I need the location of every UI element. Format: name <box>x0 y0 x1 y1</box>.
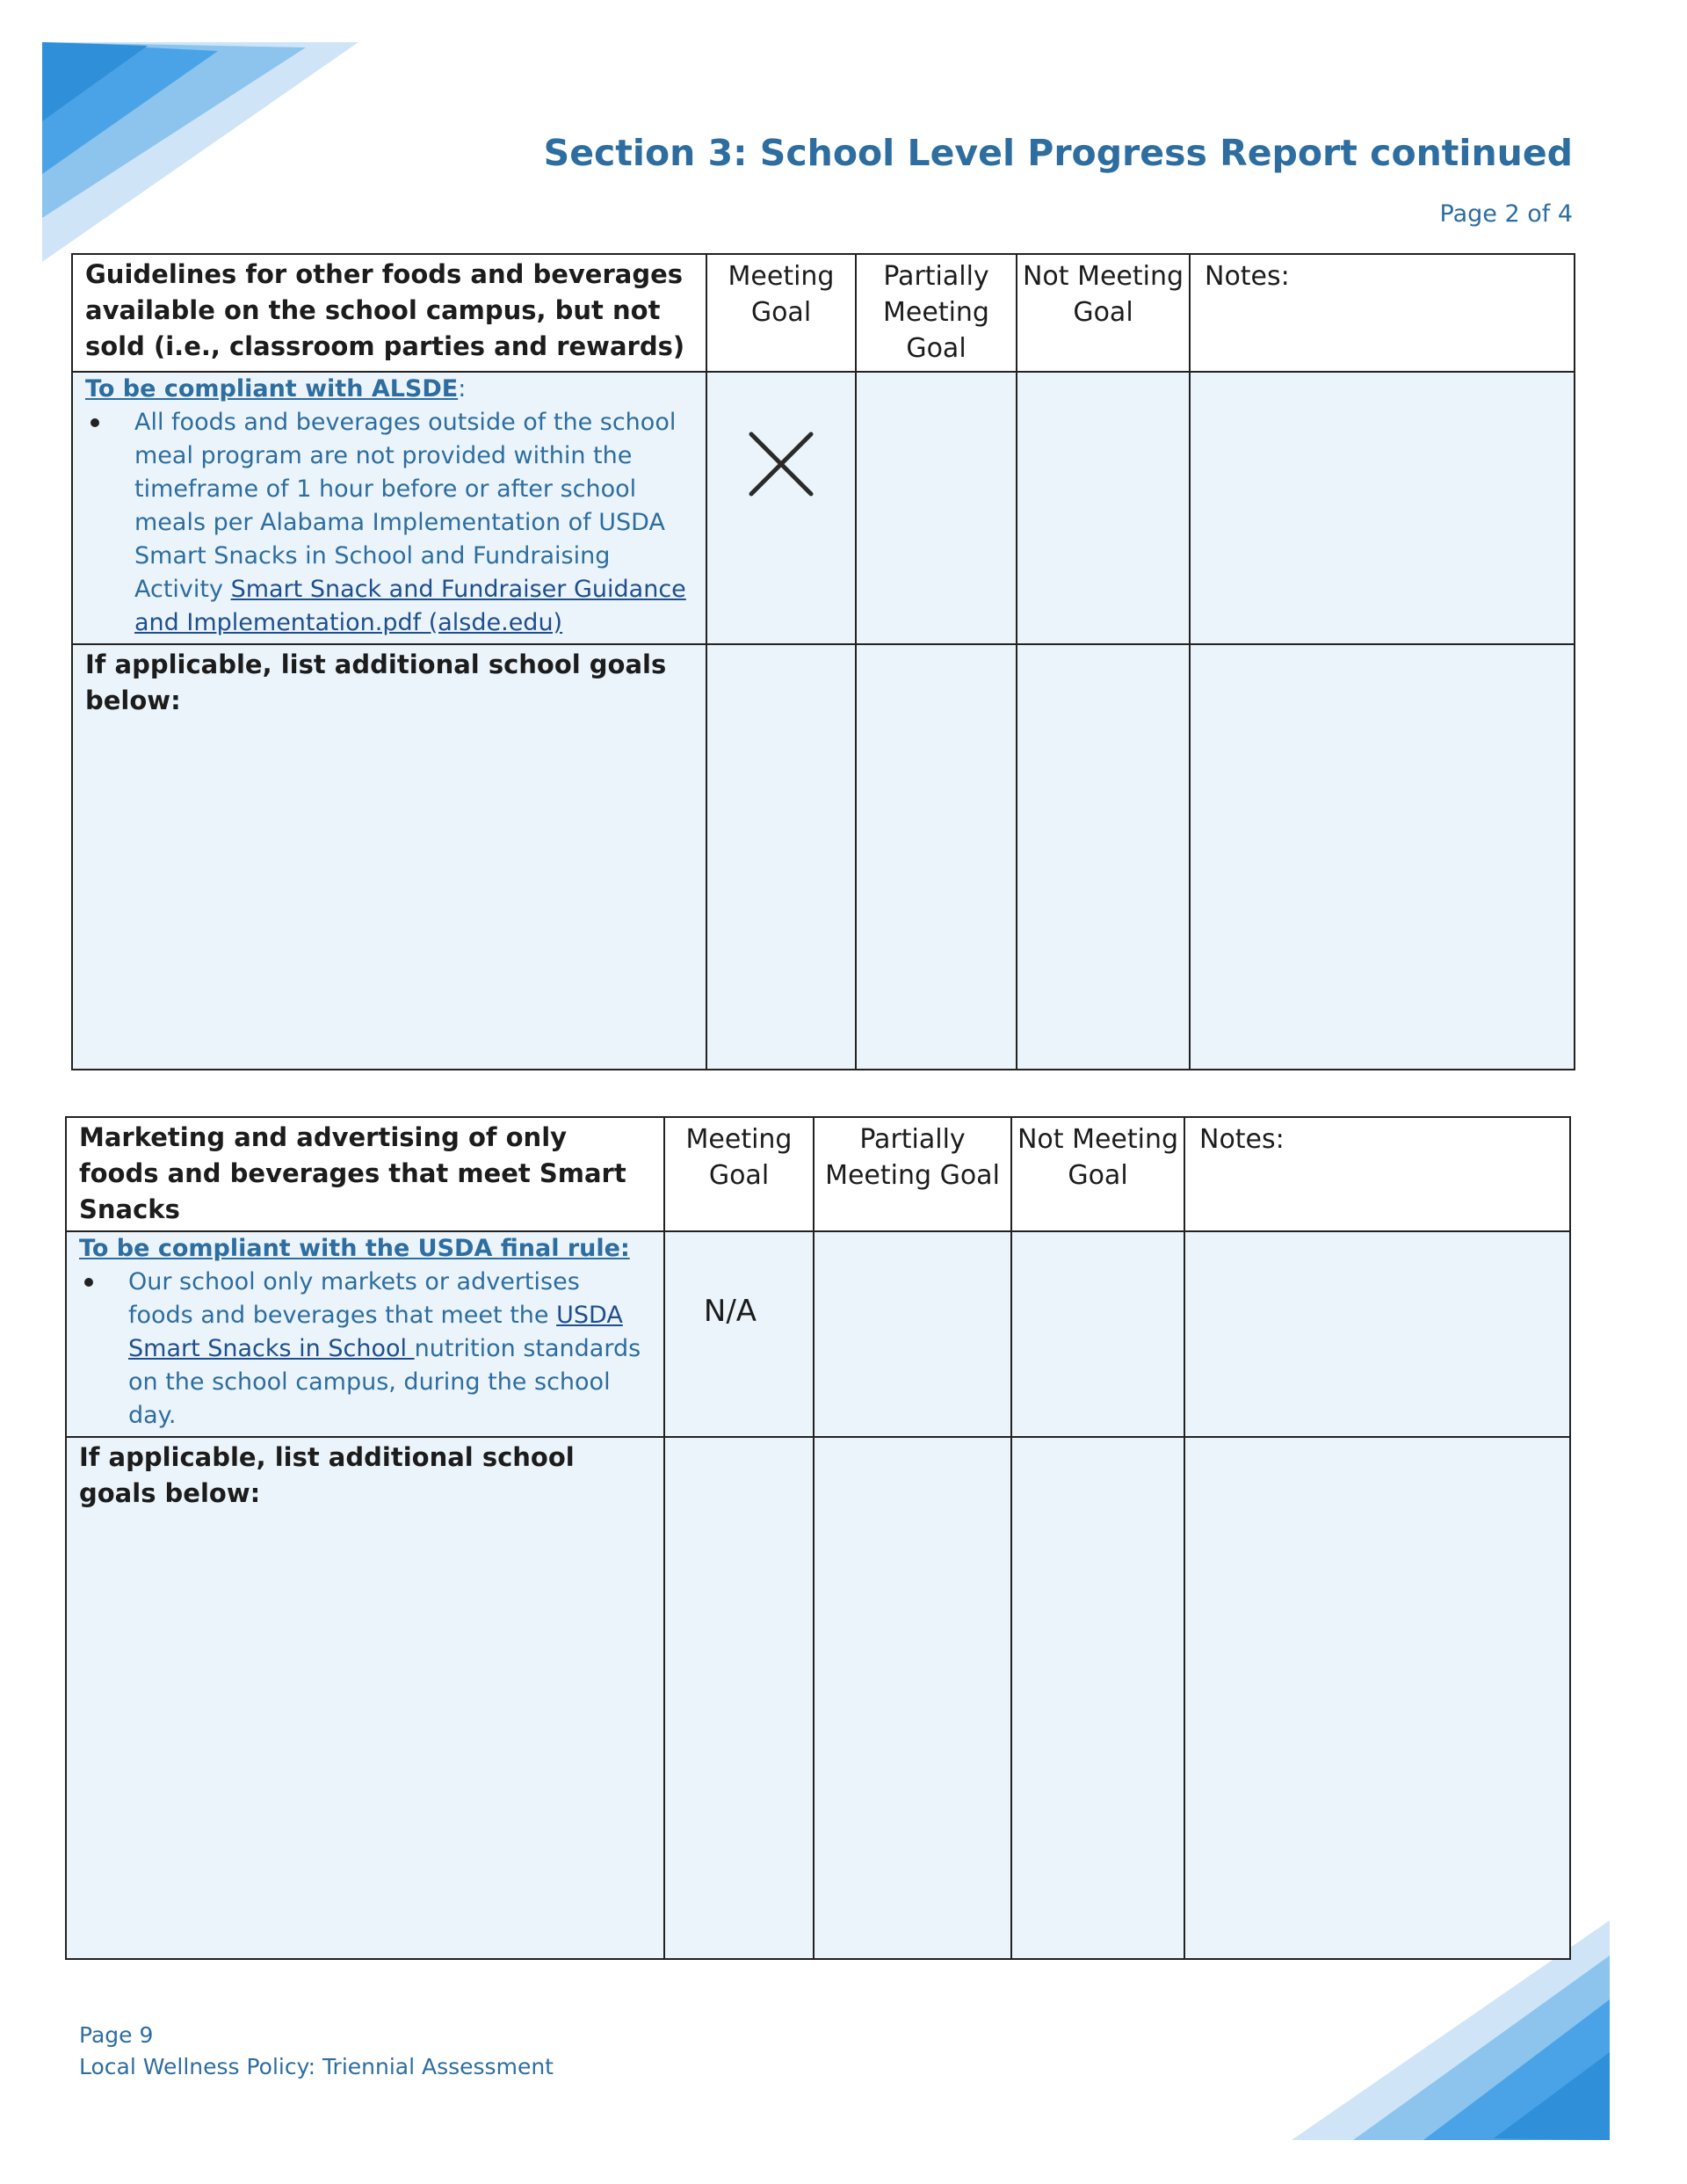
page-indicator: Page 2 of 4 <box>1439 200 1573 228</box>
additional-not-meeting-cell[interactable] <box>1017 644 1190 1070</box>
additional-notes-cell[interactable] <box>1184 1437 1570 1959</box>
notes-cell[interactable] <box>1184 1231 1570 1437</box>
requirement-heading: To be compliant with ALSDE <box>85 375 459 403</box>
additional-meeting-goal-cell[interactable] <box>706 644 856 1070</box>
section-title: Section 3: School Level Progress Report continued <box>543 132 1573 174</box>
column-header-notes: Notes: <box>1190 254 1575 372</box>
notes-cell[interactable] <box>1190 372 1575 644</box>
goal-table-other-foods <box>71 253 1575 1070</box>
meeting-goal-cell[interactable] <box>706 372 856 644</box>
guidance-link[interactable]: Smart Snack and Fundraiser Guidance and Implementation.pdf (alsde.edu) <box>134 576 686 636</box>
additional-meeting-goal-cell[interactable] <box>664 1437 814 1959</box>
page-footer <box>79 2020 554 2083</box>
requirement-text: All foods and beverages outside of the school meal program are not provided within the timeframe of 1 hour before or after school meals per Alabama Implementation of USDA Smart Snacks in School and Fundraising Activity <box>134 409 677 603</box>
additional-partially-meeting-cell[interactable] <box>814 1437 1011 1959</box>
not-meeting-goal-cell[interactable] <box>1017 372 1190 644</box>
requirement-heading: To be compliant with the USDA final rule: <box>79 1235 630 1262</box>
column-header-meeting-goal: Meeting Goal <box>706 254 856 372</box>
additional-notes-cell[interactable] <box>1190 644 1575 1070</box>
additional-not-meeting-cell[interactable] <box>1011 1437 1184 1959</box>
corner-decoration-top-left <box>42 42 367 262</box>
partially-meeting-goal-cell[interactable] <box>814 1231 1011 1437</box>
additional-goals-label: If applicable, list additional school goals below: <box>72 644 706 1070</box>
goal-table-marketing <box>65 1116 1571 1960</box>
requirement-list <box>79 1266 651 1433</box>
additional-goals-label: If applicable, list additional school goals below: <box>66 1437 664 1959</box>
requirement-cell <box>66 1231 664 1437</box>
footer-page-number: Page 9 <box>79 2022 154 2048</box>
requirement-cell <box>72 372 706 644</box>
column-header-not-meeting-goal: Not Meeting Goal <box>1017 254 1190 372</box>
requirement-tail: nutrition standards on the school campus, during the school day. <box>128 1335 641 1429</box>
table-title: Marketing and advertising of only foods and beverages that meet Smart Snacks <box>66 1117 664 1231</box>
requirement-heading-suffix: : <box>458 375 467 403</box>
column-header-partially-meeting-goal: Partially Meeting Goal <box>856 254 1017 372</box>
requirement-text: Our school only markets or advertises foods and beverages that meet the <box>128 1268 580 1329</box>
column-header-meeting-goal: Meeting Goal <box>664 1117 814 1231</box>
column-header-partially-meeting-goal: Partially Meeting Goal <box>814 1117 1011 1231</box>
requirement-list <box>85 406 693 640</box>
meeting-goal-mark: N/A <box>703 1294 757 1329</box>
meeting-goal-cell[interactable] <box>664 1231 814 1437</box>
table-title: Guidelines for other foods and beverages available on the school campus, but not sold (i.e., classroom parties and rewards) <box>72 254 706 372</box>
requirement-item <box>128 1266 651 1433</box>
x-checkmark-icon <box>746 429 816 499</box>
additional-partially-meeting-cell[interactable] <box>856 644 1017 1070</box>
footer-document-title: Local Wellness Policy: Triennial Assessment <box>79 2054 554 2079</box>
column-header-not-meeting-goal: Not Meeting Goal <box>1011 1117 1184 1231</box>
requirement-item <box>134 406 693 640</box>
partially-meeting-goal-cell[interactable] <box>856 372 1017 644</box>
column-header-notes: Notes: <box>1184 1117 1570 1231</box>
not-meeting-goal-cell[interactable] <box>1011 1231 1184 1437</box>
smart-snacks-link[interactable]: USDA Smart Snacks in School <box>128 1302 623 1362</box>
